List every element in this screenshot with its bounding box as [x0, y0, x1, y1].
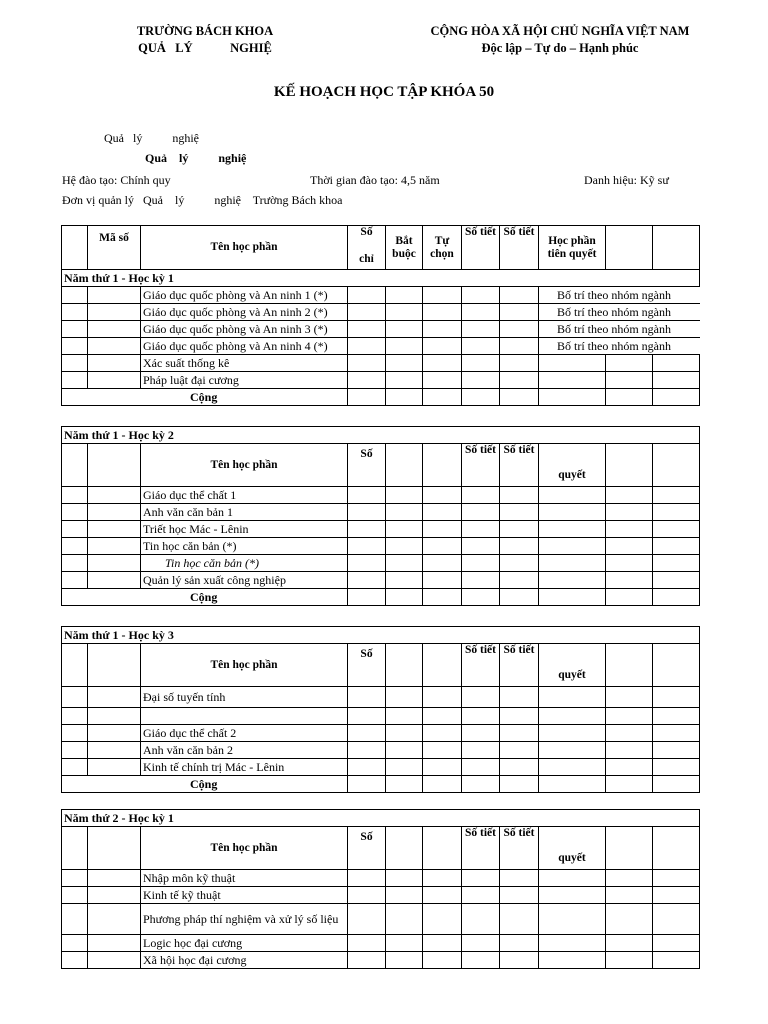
national-title: CỘNG HÒA XÃ HỘI CHỦ NGHĨA VIỆT NAM	[430, 24, 690, 38]
total-row	[62, 776, 700, 793]
training-duration: Thời gian đào tạo: 4,5 năm	[310, 173, 440, 187]
section-title: Năm thứ 2 - Học kỳ 1	[62, 810, 700, 827]
course-name: Logic học đại cương	[141, 935, 348, 952]
table-row	[62, 935, 700, 952]
page-title: KẾ HOẠCH HỌC TẬP KHÓA 50	[273, 84, 495, 100]
course-note: Bố trí theo nhóm ngành	[539, 321, 700, 338]
course-name: Anh văn căn bản 2	[141, 742, 348, 759]
course-name: Giáo dục quốc phòng và An ninh 4 (*)	[141, 338, 348, 355]
course-name: Xã hội học đại cương	[141, 952, 348, 969]
table-row	[62, 321, 700, 338]
course-name: Đại số tuyến tính	[141, 687, 348, 708]
course-name: Triết học Mác - Lênin	[141, 521, 348, 538]
table-row	[62, 487, 700, 504]
section-title: Năm thứ 1 - Học kỳ 3	[62, 627, 700, 644]
header-quyet: quyết	[539, 644, 606, 687]
table-row	[62, 338, 700, 355]
school-name: TRƯỜNG BÁCH KHOA	[136, 24, 274, 38]
section-title: Năm thứ 1 - Học kỳ 2	[62, 427, 700, 444]
total-row	[62, 589, 700, 606]
header-quyet: quyết	[539, 444, 606, 487]
header-tu-chon: Tự chọn	[423, 226, 462, 270]
degree-title: Danh hiệu: Kỹ sư	[584, 173, 669, 187]
header-cell	[62, 226, 88, 270]
header-tien-quyet: Học phần tiên quyết	[539, 226, 606, 270]
course-name: Giáo dục thể chất 2	[141, 725, 348, 742]
total-label: Cộng	[62, 776, 348, 793]
header-ten-hoc-phan: Tên học phần	[141, 644, 348, 687]
table-row	[62, 538, 700, 555]
semester-table-1	[61, 225, 700, 406]
header-so-tiet-b: Số tiết	[500, 827, 539, 870]
national-motto: Độc lập – Tự do – Hạnh phúc	[481, 41, 639, 55]
info-line-1: Quả lý nghiệ	[104, 131, 199, 145]
table-row	[62, 952, 700, 969]
header-quyet: quyết	[539, 827, 606, 870]
course-name: Kinh tế kỹ thuật	[141, 887, 348, 904]
header-cell	[606, 226, 653, 270]
table-row	[62, 687, 700, 708]
table-row	[62, 759, 700, 776]
department-name: QUẢ LÝ NGHIỆ	[138, 41, 272, 55]
table-row	[62, 372, 700, 389]
course-name: Pháp luật đại cương	[141, 372, 348, 389]
header-ma-so: Mã số	[88, 226, 141, 270]
table-row	[62, 555, 700, 572]
header-so-tiet-b: Số tiết	[500, 226, 539, 270]
total-row	[62, 389, 700, 406]
header-ten-hoc-phan: Tên học phần	[141, 827, 348, 870]
course-note: Bố trí theo nhóm ngành	[539, 287, 700, 304]
header-so: Số	[348, 644, 386, 687]
table-row	[62, 572, 700, 589]
course-name: Giáo dục quốc phòng và An ninh 2 (*)	[141, 304, 348, 321]
section-title: Năm thứ 1 - Học kỳ 1	[62, 270, 700, 287]
course-note: Bố trí theo nhóm ngành	[539, 304, 700, 321]
table-row	[62, 904, 700, 935]
header-so-chi-line1: Số	[360, 226, 373, 238]
course-name: Tin học căn bản (*)	[141, 555, 348, 572]
course-name: Kinh tế chính trị Mác - Lênin	[141, 759, 348, 776]
semester-table-3	[61, 626, 700, 793]
semester-table-4	[61, 809, 700, 969]
info-line-2: Quả lý nghiệ	[145, 151, 247, 165]
table-row	[62, 742, 700, 759]
header-cell	[653, 226, 700, 270]
table-row	[62, 725, 700, 742]
course-name: Anh văn căn bản 1	[141, 504, 348, 521]
header-so: Số	[348, 827, 386, 870]
course-name: Giáo dục quốc phòng và An ninh 1 (*)	[141, 287, 348, 304]
course-name: Tin học căn bản (*)	[141, 538, 348, 555]
header-so-tiet-b: Số tiết	[500, 644, 539, 687]
table-row	[62, 708, 700, 725]
training-system: Hệ đào tạo: Chính quy	[62, 173, 171, 187]
course-name: Nhập môn kỹ thuật	[141, 870, 348, 887]
course-name: Giáo dục quốc phòng và An ninh 3 (*)	[141, 321, 348, 338]
header-so-tiet-a: Số tiết	[462, 226, 500, 270]
table-row	[62, 355, 700, 372]
table-row	[62, 887, 700, 904]
course-name: Giáo dục thể chất 1	[141, 487, 348, 504]
header-so-tiet-b: Số tiết	[500, 444, 539, 487]
header-so: Số	[348, 444, 386, 487]
table-row	[62, 504, 700, 521]
table-row	[62, 304, 700, 321]
header-bat-buoc: Bắt buộc	[386, 226, 423, 270]
course-name: Xác suất thống kê	[141, 355, 348, 372]
total-label: Cộng	[62, 589, 348, 606]
header-so-chi-line2: chỉ	[359, 253, 374, 265]
header-so-tiet-a: Số tiết	[462, 444, 500, 487]
header-ten-hoc-phan: Tên học phần	[141, 444, 348, 487]
table-row	[62, 521, 700, 538]
semester-table-2	[61, 426, 700, 606]
course-name	[141, 708, 348, 725]
course-name: Phương pháp thí nghiệm và xử lý số liệu	[141, 904, 348, 935]
course-name: Quản lý sản xuất công nghiệp	[141, 572, 348, 589]
table-row	[62, 287, 700, 304]
course-note: Bố trí theo nhóm ngành	[539, 338, 700, 355]
managing-unit: Đơn vị quản lý Quả lý nghiệ Trường Bách khoa	[62, 193, 343, 207]
header-so-tiet-a: Số tiết	[462, 644, 500, 687]
header-ten-hoc-phan: Tên học phần	[141, 226, 348, 270]
header-so-tiet-a: Số tiết	[462, 827, 500, 870]
header-so-chi	[348, 226, 386, 270]
table-row	[62, 870, 700, 887]
total-label: Cộng	[62, 389, 348, 406]
